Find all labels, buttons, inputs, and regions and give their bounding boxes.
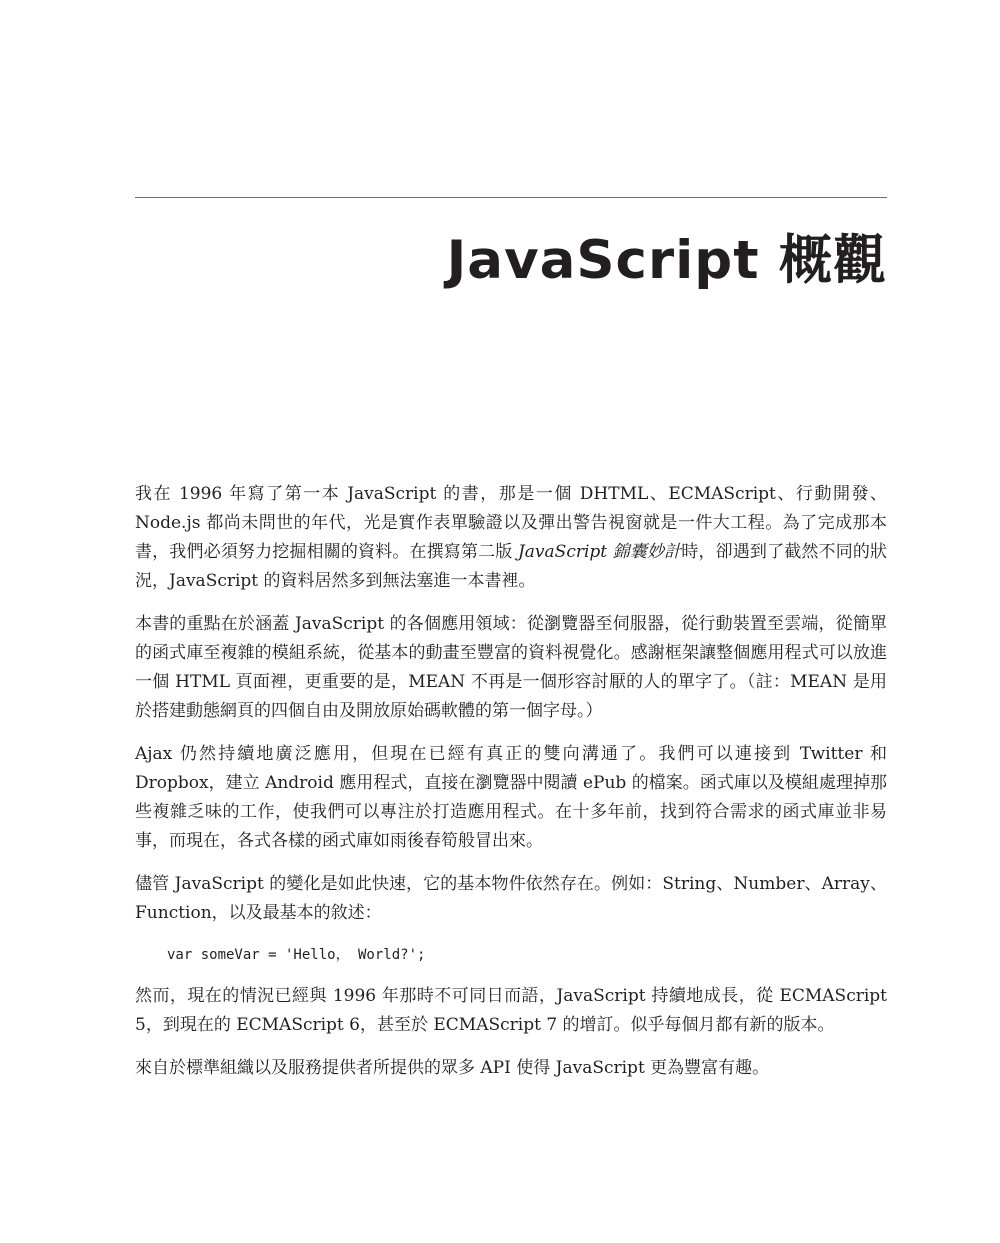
chapter-title: JavaScript 概觀 — [446, 230, 887, 291]
paragraph-apis: 來自於標準組織以及服務提供者所提供的眾多 API 使得 JavaScript 更為豐富有趣。 — [135, 1058, 770, 1078]
paragraph-intro-text-b: 時，卻遇到了截然不同的狀況，JavaScript 的資料居然多到無法塞進一本書裡。 — [135, 542, 888, 591]
paragraph-intro-text-a: 我在 1996 年寫了第一本 JavaScript 的書，那是一個 DHTML、ECMAScript、行動開發、Node.js 都尚未問世的年代，光是實作表單驗證以及彈出警告視窗就是一件大工程。為了完成那本書，我們必須努力挖掘相關的資料。在撰寫第二版 — [135, 484, 887, 562]
chapter-body — [135, 480, 887, 1097]
chapter-rule — [135, 197, 887, 198]
book-title-ref: JavaScript 錦囊妙計 — [517, 542, 682, 562]
paragraph-basics: 儘管 JavaScript 的變化是如此快速，它的基本物件依然存在。例如：String、Number、Array、Function，以及最基本的敘述： — [135, 874, 887, 923]
code-sample: var someVar = 'Hello， World?'; — [167, 947, 426, 963]
paragraph-scope: 本書的重點在於涵蓋 JavaScript 的各個應用領域：從瀏覽器至伺服器，從行動裝置至雲端，從簡單的函式庫至複雜的模組系統，從基本的動畫至豐富的資料視覺化。感謝框架讓整個應用程式可以放進一個 HTML 頁面裡，更重要的是，MEAN 不再是一個形容討厭的人的單字了。（註：MEAN 是用於搭建動態網頁的四個自由及開放原始碼軟體的第一個字母。） — [135, 614, 887, 721]
paragraph-intro — [135, 480, 887, 596]
paragraph-growth: 然而，現在的情況已經與 1996 年那時不可同日而語，JavaScript 持續地成長，從 ECMAScript 5，到現在的 ECMAScript 6，甚至於 ECMAScript 7 的增訂。似乎每個月都有新的版本。 — [135, 986, 887, 1035]
paragraph-ajax: Ajax 仍然持續地廣泛應用，但現在已經有真正的雙向溝通了。我們可以連接到 Twitter 和 Dropbox，建立 Android 應用程式，直接在瀏覽器中閱讀 ePub 的檔案。函式庫以及模組處理掉那些複雜乏味的工作，使我們可以專注於打造應用程式。在十多年前，找到符合需求的函式庫並非易事，而現在，各式各樣的函式庫如雨後春筍般冒出來。 — [135, 744, 887, 851]
